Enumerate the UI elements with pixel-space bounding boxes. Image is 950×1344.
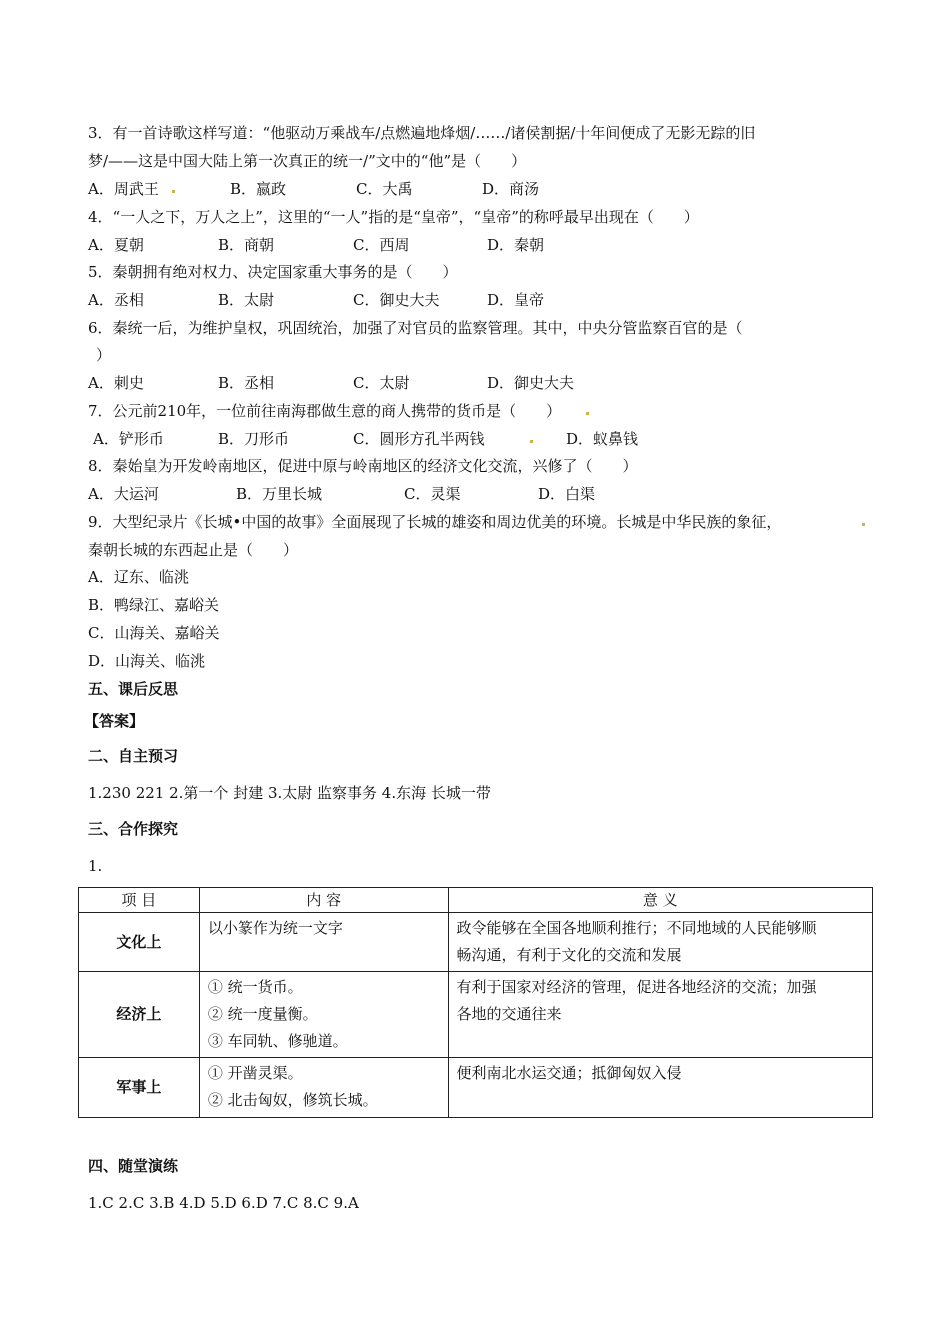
question-5-option-d: D．皇帝 (487, 291, 545, 309)
question-9-option-c: C．山海关、嘉峪关 (88, 624, 220, 642)
content-military-line-2: ② 北击匈奴，修筑长城。 (207, 1091, 378, 1109)
question-3-line-1: 3．有一首诗歌这样写道：“他驱动万乘战车/点燃遍地烽烟/……/诸侯割据/十年间便成了无影无踪的旧 (88, 124, 756, 142)
meaning-economy-line-2: 各地的交通往来 (456, 1005, 562, 1023)
meaning-culture-line-1: 政令能够在全国各地顺利推行；不同地域的人民能够顺 (456, 919, 817, 937)
header-content: 内 容 (199, 888, 448, 913)
speck (172, 190, 175, 193)
question-7-option-a: A．铲形币 (93, 430, 164, 448)
speck (530, 440, 533, 443)
practice-heading: 四、随堂演练 (88, 1157, 179, 1175)
question-7-option-c: C．圆形方孔半两钱 (353, 430, 485, 448)
header-meaning: 意 义 (448, 888, 872, 913)
question-8-option-c: C．灵渠 (404, 485, 461, 503)
question-6-line-1: 6．秦统一后，为维护皇权，巩固统治，加强了对官员的监察管理。其中，中央分管监察百官的是（ (88, 319, 743, 337)
question-8-option-b: B．万里长城 (236, 485, 323, 503)
answer-table (78, 887, 873, 1118)
content-military (199, 1058, 448, 1118)
question-5-option-a: A．丞相 (88, 291, 144, 309)
question-8-option-d: D．白渠 (538, 485, 596, 503)
question-5-line-1: 5．秦朝拥有绝对权力、决定国家重大事务的是（ ） (88, 263, 458, 281)
content-economy-line-3: ③ 车同轨、修驰道。 (207, 1032, 348, 1050)
preview-heading: 二、自主预习 (88, 747, 179, 765)
meaning-military (448, 1058, 872, 1118)
question-6-option-b: B．丞相 (218, 374, 275, 392)
question-3-option-c: C．大禹 (356, 180, 413, 198)
question-6-option-d: D．御史大夫 (487, 374, 575, 392)
question-8-option-a: A．大运河 (88, 485, 159, 503)
meaning-economy-line-1: 有利于国家对经济的管理，促进各地经济的交流；加强 (456, 978, 817, 996)
meaning-economy (448, 972, 872, 1058)
question-4-line-1: 4．“一人之下，万人之上”，这里的“一人”指的是“皇帝”，“皇帝”的称呼最早出现在（ ） (88, 208, 699, 226)
project-culture: 文化上 (79, 913, 200, 972)
answers-heading: 【答案】 (84, 712, 145, 730)
question-3-option-a: A．周武王 (88, 180, 159, 198)
content-military-line-1: ① 开凿灵渠。 (207, 1064, 303, 1082)
question-4-option-a: A．夏朝 (88, 236, 144, 254)
project-military: 军事上 (79, 1058, 200, 1118)
question-6-option-c: C．太尉 (353, 374, 410, 392)
question-9-option-a: A．辽东、临洮 (88, 568, 189, 586)
explore-number: 1. (88, 857, 103, 875)
question-9-option-b: B．鸭绿江、嘉峪关 (88, 596, 220, 614)
question-7-option-b: B．刀形币 (218, 430, 290, 448)
question-3-line-2: 梦/——这是中国大陆上第一次真正的统一/”文中的“他”是（ ） (88, 152, 527, 170)
meaning-military-line-1: 便利南北水运交通；抵御匈奴入侵 (456, 1064, 682, 1082)
question-5-option-c: C．御史大夫 (353, 291, 440, 309)
table-row-culture (79, 913, 873, 972)
question-7-option-d: D．蚁鼻钱 (566, 430, 639, 448)
speck (862, 523, 865, 526)
question-3-option-d: D．商汤 (482, 180, 540, 198)
content-culture (199, 913, 448, 972)
question-8-line-1: 8．秦始皇为开发岭南地区，促进中原与岭南地区的经济文化交流，兴修了（ ） (88, 457, 638, 475)
content-economy-line-1: ① 统一货币。 (207, 978, 303, 996)
question-3-option-b: B．嬴政 (230, 180, 287, 198)
content-economy-line-2: ② 统一度量衡。 (207, 1005, 318, 1023)
table-header-row (79, 888, 873, 913)
practice-answer: 1.C 2.C 3.B 4.D 5.D 6.D 7.C 8.C 9.A (88, 1194, 359, 1212)
question-6-option-a: A．刺史 (88, 374, 144, 392)
content-economy (199, 972, 448, 1058)
explore-heading: 三、合作探究 (88, 820, 179, 838)
table-row-military (79, 1058, 873, 1118)
preview-answer: 1.230 221 2.第一个 封建 3.太尉 监察事务 4.东海 长城一带 (88, 784, 491, 802)
question-4-option-c: C．西周 (353, 236, 410, 254)
question-5-option-b: B．太尉 (218, 291, 275, 309)
meaning-culture (448, 913, 872, 972)
question-4-option-d: D．秦朝 (487, 236, 545, 254)
meaning-culture-line-2: 畅沟通，有利于文化的交流和发展 (456, 946, 682, 964)
speck (586, 412, 589, 415)
content-culture-line-1: 以小篆作为统一文字 (207, 919, 343, 937)
question-9-option-d: D．山海关、临洮 (88, 652, 206, 670)
question-4-option-b: B．商朝 (218, 236, 275, 254)
question-9-line-1: 9．大型纪录片《长城•中国的故事》全面展现了长城的雄姿和周边优美的环境。长城是中华民族的象征， (88, 513, 782, 531)
table-row-economy (79, 972, 873, 1058)
question-6-line-2: ） (96, 346, 112, 364)
project-economy: 经济上 (79, 972, 200, 1058)
header-project: 项 目 (79, 888, 200, 913)
question-7-line-1: 7．公元前210年，一位前往南海郡做生意的商人携带的货币是（ ） (88, 402, 562, 420)
question-9-line-2: 秦朝长城的东西起止是（ ） (88, 541, 299, 559)
reflection-heading: 五、课后反思 (88, 680, 179, 698)
